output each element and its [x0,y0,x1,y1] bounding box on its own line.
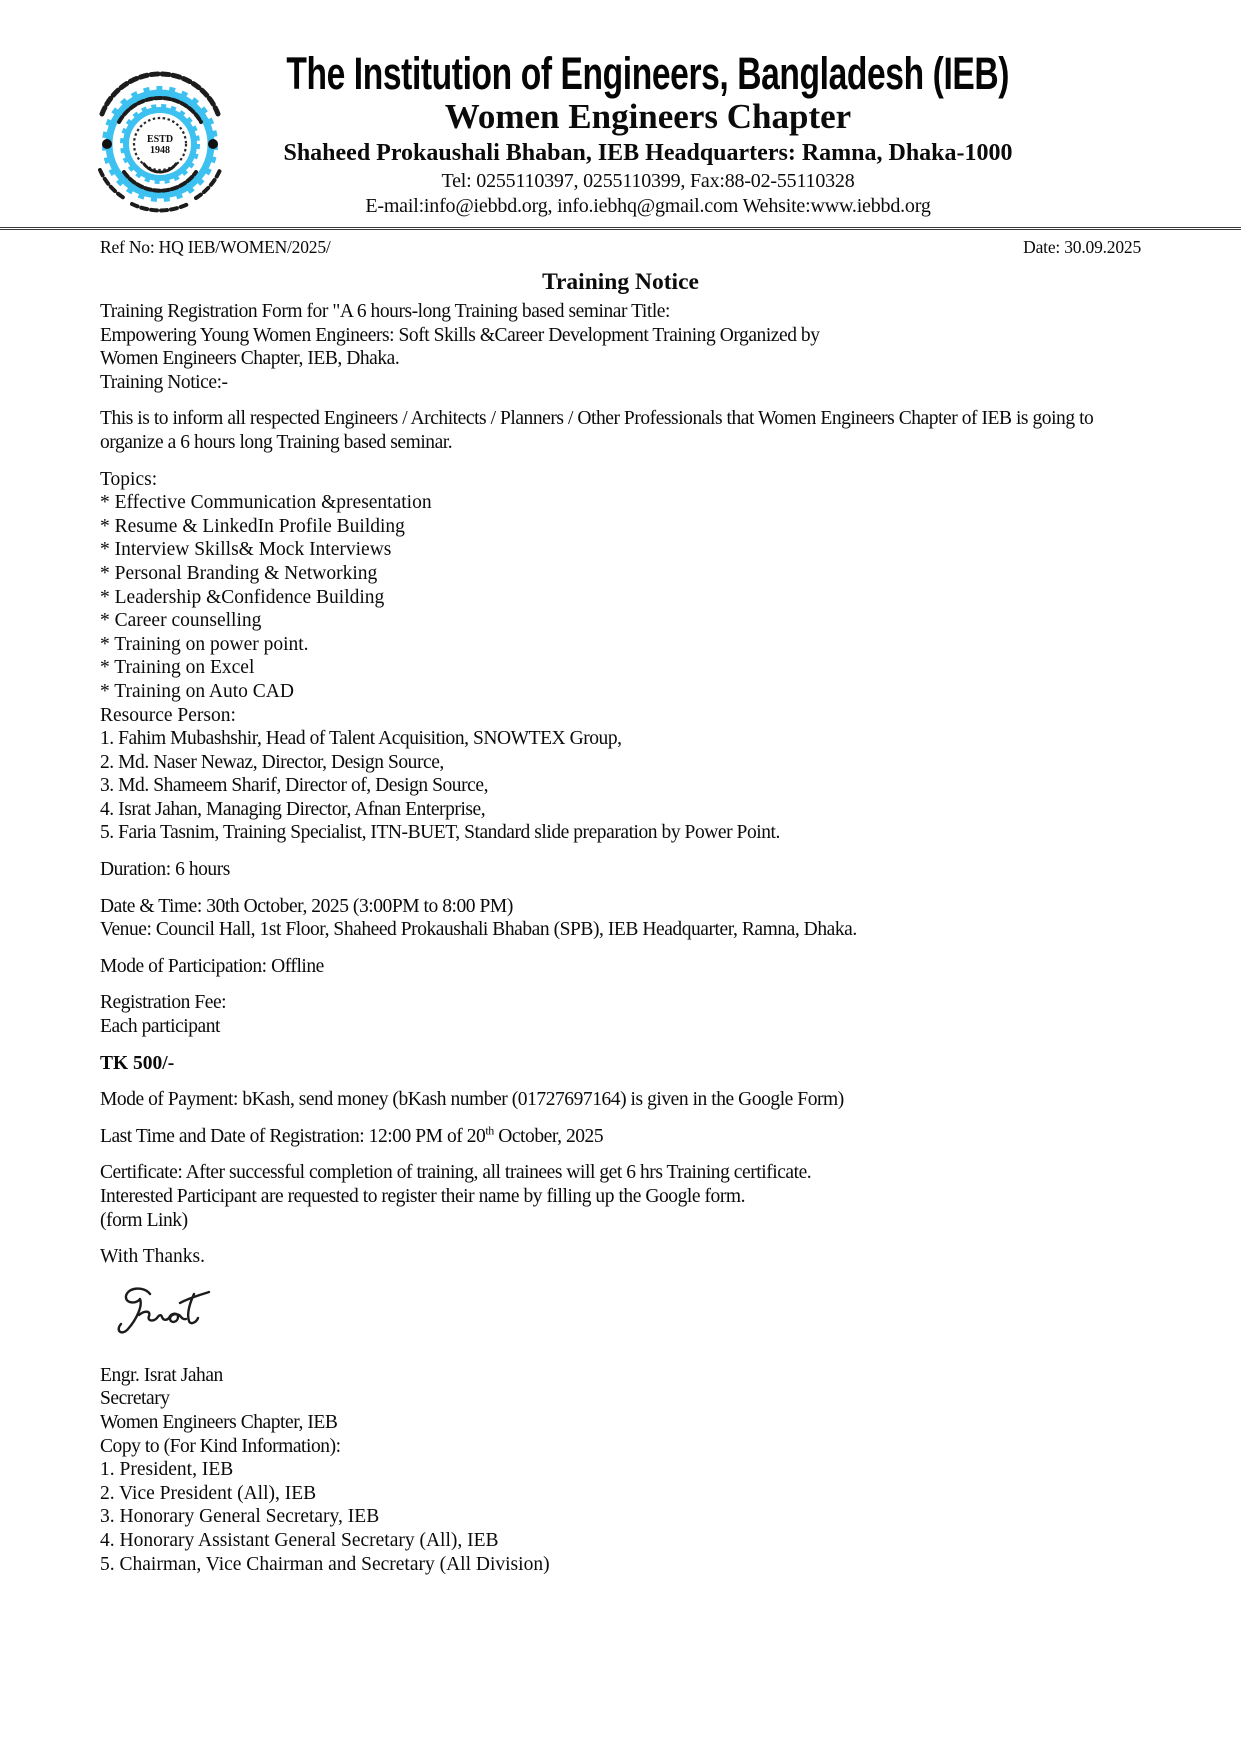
reg-fee-each: Each participant [100,1016,221,1038]
org-name-text: The Institution of Engineers, Bangladesh (IEB) [286,48,1010,99]
certificate-block [100,1161,1141,1232]
notice-title: Training Notice [542,269,699,295]
certificate-line: Certificate: After successful completion of training, all trainees will get 6 hrs Training certificate. [100,1162,812,1184]
logo-estd-text: ESTD [146,134,174,145]
ieb-seal-icon [84,52,236,214]
topic-item: * Training on Excel [100,657,255,679]
topics-section [100,468,1141,846]
resource-person: 1. Fahim Mubashshir, Head of Talent Acquisition, SNOWTEX Group, [100,728,622,750]
org-name [150,48,1146,99]
topic-item: * Leadership &Confidence Building [100,586,385,608]
notice-body [0,258,1241,1576]
topic-item: * Training on power point. [100,633,309,655]
certificate-line: Interested Participant are requested to register their name by filling up the Google form. [100,1186,746,1207]
payment-line: Mode of Payment: bKash, send money (bKash number (01727697164) is given in the Google Form) [100,1089,844,1111]
copy-to-label: Copy to (For Kind Information): [100,1435,341,1457]
topic-item: * Training on Auto CAD [100,680,294,702]
copy-to-item: 5. Chairman, Vice Chairman and Secretary (All Division) [100,1553,550,1575]
intro-line: Women Engineers Chapter, IEB, Dhaka. [100,348,400,370]
header-divider [0,227,1241,230]
registration-fee-block [100,991,1141,1038]
fee-amount: TK 500/- [100,1052,175,1074]
resource-label: Resource Person: [100,704,236,726]
letterhead [0,0,1241,230]
venue-line: Venue: Council Hall, 1st Floor, Shaheed Prokaushali Bhaban (SPB), IEB Headquarter, Ramna, Dhaka. [100,919,857,941]
copy-to-item: 3. Honorary General Secretary, IEB [100,1506,380,1528]
topic-item: * Resume & LinkedIn Profile Building [100,515,405,537]
topic-item: * Personal Branding & Networking [100,562,378,584]
participation-line: Mode of Participation: Offline [100,955,324,977]
copy-to-item: 1. President, IEB [100,1459,234,1481]
last-registration-prefix: Last Time and Date of Registration: 12:00 PM of 20 [100,1125,486,1147]
topics-label: Topics: [100,468,158,490]
copy-to-item: 4. Honorary Assistant General Secretary (All), IEB [100,1529,499,1551]
resource-person: 2. Md. Naser Newaz, Director, Design Source, [100,751,444,773]
topic-item: * Interview Skills& Mock Interviews [100,539,392,561]
reg-fee-label: Registration Fee: [100,992,227,1014]
resource-person: 3. Md. Shameem Sharif, Director of, Design Source, [100,775,488,797]
logo-year-text: 1948 [150,145,170,156]
signatory-org: Women Engineers Chapter, IEB [100,1411,338,1433]
resource-person: 5. Faria Tasnim, Training Specialist, ITN-BUET, Standard slide preparation by Power Point. [100,822,780,844]
doc-date: Date: 30.09.2025 [1023,237,1141,257]
intro-line: Training Registration Form for "A 6 hours-long Training based seminar Title: [100,301,670,322]
tel-fax-line: Tel: 0255110397, 0255110399, Fax:88-02-55110328 [441,170,855,192]
last-registration-line [100,1125,1141,1149]
datetime-venue [100,895,1141,942]
resource-person: 4. Israt Jahan, Managing Director, Afnan Enterprise, [100,798,486,820]
ordinal-suffix: th [485,1123,494,1138]
signatory-title: Secretary [100,1388,170,1410]
intro-paragraph [100,300,1141,394]
datetime-line: Date & Time: 30th October, 2025 (3:00PM to 8:00 PM) [100,895,513,917]
chapter-name: Women Engineers Chapter [444,97,852,136]
ref-no: Ref No: HQ IEB/WOMEN/2025/ [100,237,331,257]
topic-item: * Effective Communication &presentation [100,492,432,514]
email-website-line: E-mail:info@iebbd.org, info.iebhq@gmail.com Wehsite:www.iebbd.org [365,195,931,217]
org-address: Shaheed Prokaushali Bhaban, IEB Headquarters: Ramna, Dhaka-1000 [283,140,1013,166]
signatory-name: Engr. Israt Jahan [100,1364,223,1386]
topic-item: * Career counselling [100,610,262,632]
intro-line: Training Notice:- [100,371,228,393]
intro-line: Empowering Young Women Engineers: Soft Skills &Career Development Training Organized by [100,324,820,346]
signature-israt-icon [112,1282,237,1348]
copy-to-item: 2. Vice President (All), IEB [100,1482,317,1504]
last-registration-suffix: October, 2025 [493,1125,604,1147]
letterhead-text [150,48,1146,218]
ieb-logo [84,52,236,214]
duration-line: Duration: 6 hours [100,859,230,881]
inform-paragraph: This is to inform all respected Engineers / Architects / Planners / Other Professionals that Women Engineers Chapter of IEB is going to organize a 6 hours long Training based seminar. [100,408,1094,453]
signatory-and-copy-block [100,1364,1141,1576]
closing-line: With Thanks. [100,1246,206,1268]
meta-row [0,230,1241,258]
certificate-line: (form Link) [100,1209,188,1231]
spacer [100,845,1141,858]
